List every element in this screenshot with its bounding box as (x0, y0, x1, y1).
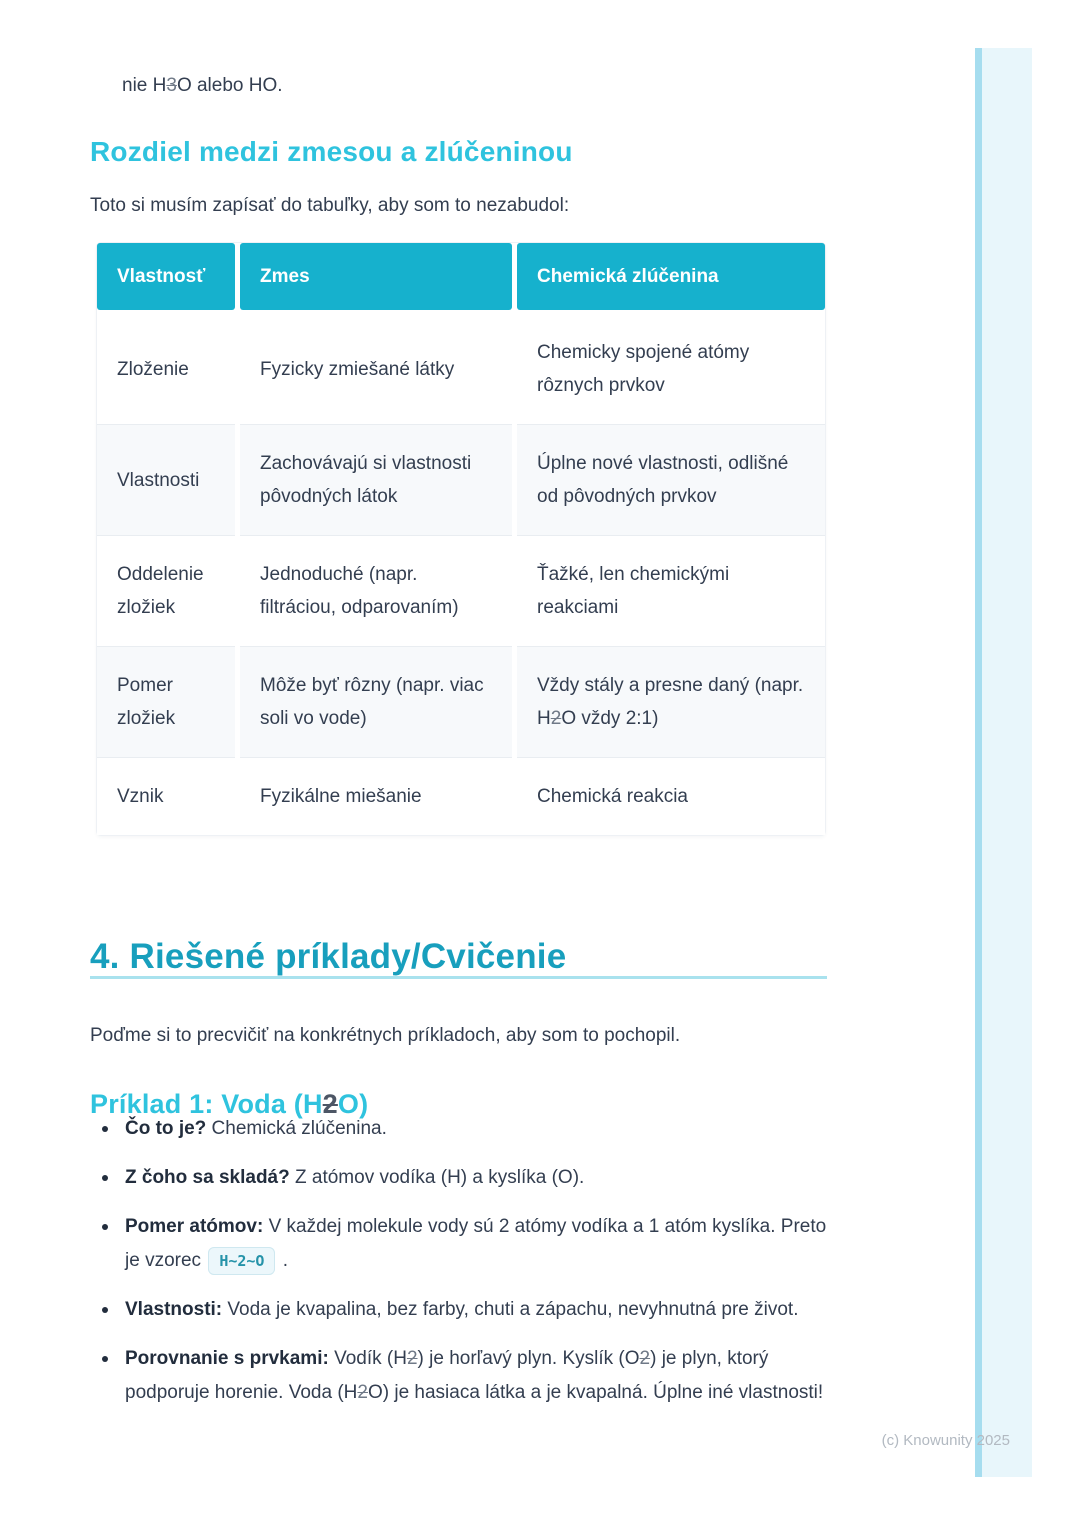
text-segment: nie H (122, 75, 167, 96)
list-item (90, 1342, 835, 1410)
text-segment: Pomer atómov: (125, 1216, 264, 1237)
text-segment: Chemická reakcia (537, 786, 688, 807)
text-segment: . (277, 1250, 289, 1271)
text-segment: O alebo HO. (176, 75, 283, 96)
section-heading-mixture-vs-compound: Rozdiel medzi zmesou a zlúčeninou (90, 136, 573, 168)
page-side-stripe (975, 48, 1032, 1477)
list-item (90, 1293, 835, 1327)
table-cell (97, 646, 235, 757)
copyright-text: (c) Knowunity 2025 (881, 1432, 1010, 1449)
text-segment: Z čoho sa skladá? (125, 1167, 290, 1188)
text-segment: Vždy stály a presne daný (napr. H (537, 675, 804, 729)
text-segment: O) (337, 1089, 369, 1119)
text-segment: Zloženie (117, 358, 189, 380)
text-segment: Porovnanie s prvkami: (125, 1348, 329, 1369)
section-heading-exercises: 4. Riešené príklady/Cvičenie (90, 937, 567, 977)
text-segment: Z atómov vodíka (H) a kyslíka (O). (289, 1167, 585, 1188)
formula-code-chip: H~2~O (208, 1247, 275, 1275)
table-cell (97, 314, 235, 424)
table-cell (240, 424, 512, 535)
text-segment: 2 (639, 1348, 651, 1369)
text-segment: ) je plyn, ktorý podporuje horenie. Voda (H (125, 1348, 769, 1403)
table-cell (240, 535, 512, 646)
table-header-cell: Vlastnosť (97, 243, 235, 310)
table-cell (240, 314, 512, 424)
comparison-table-body (97, 314, 825, 835)
text-segment: Čo to je? (125, 1118, 207, 1139)
text-segment: Môže byť rôzny (napr. viac soli vo vode) (260, 675, 484, 729)
text-segment: 2 (357, 1382, 368, 1403)
text-segment: Ťažké, len chemickými reakciami (537, 564, 730, 618)
list-item (90, 1161, 835, 1195)
comparison-table-header (97, 243, 825, 310)
text-segment: Úplne nové vlastnosti, odlišné od pôvodných prvkov (537, 453, 789, 507)
list-item (90, 1210, 835, 1278)
table-cell (240, 646, 512, 757)
text-segment: 2 (322, 1089, 338, 1119)
table-header-cell: Zmes (240, 243, 512, 310)
section-underline (90, 976, 827, 979)
text-segment: Oddelenie zložiek (117, 564, 204, 618)
table-cell (97, 757, 235, 835)
table-cell (517, 646, 825, 757)
text-segment: V každej molekule vody sú 2 atómy vodíka a 1 atóm kyslíka. Preto je vzorec (125, 1216, 827, 1271)
text-segment: Fyzikálne miešanie (260, 786, 422, 807)
text-segment: Chemicky spojené atómy rôznych prvkov (537, 342, 750, 396)
text-segment: ) je horľavý plyn. Kyslík (O (417, 1348, 640, 1369)
text-segment: 3 (166, 75, 177, 96)
table-intro-text: Toto si musím zapísať do tabuľky, aby som to nezabudol: (90, 195, 570, 216)
text-segment: Príklad 1: Voda (H (90, 1089, 323, 1119)
text-segment: Fyzicky zmiešané látky (260, 358, 455, 380)
text-segment: 2 (550, 708, 562, 729)
text-segment: Voda je kvapalina, bez farby, chuti a zápachu, nevyhnutná pre život. (222, 1299, 799, 1320)
table-header-cell: Chemická zlúčenina (517, 243, 825, 310)
exercises-intro-text: Poďme si to precvičiť na konkrétnych príkladoch, aby som to pochopil. (90, 1025, 681, 1046)
text-segment: O vždy 2:1) (561, 708, 659, 729)
list-item (90, 1112, 835, 1146)
text-segment: O) je hasiaca látka a je kvapalná. Úplne iné vlastnosti! (367, 1382, 824, 1403)
continuation-text (122, 71, 822, 101)
table-cell (97, 424, 235, 535)
table-cell (517, 757, 825, 835)
text-segment: Pomer zložiek (117, 675, 176, 729)
comparison-table (97, 243, 825, 835)
table-cell (97, 535, 235, 646)
table-cell (517, 314, 825, 424)
table-cell (517, 424, 825, 535)
text-segment: Vodík (H (328, 1348, 407, 1369)
text-segment: Jednoduché (napr. filtráciou, odparovaním) (260, 564, 459, 618)
text-segment: Zachovávajú si vlastnosti pôvodných látok (260, 453, 472, 507)
text-segment: Vlastnosti: (125, 1299, 223, 1320)
table-cell (240, 757, 512, 835)
text-segment: 2 (406, 1348, 418, 1369)
text-segment: Vznik (117, 786, 164, 807)
example-bullet-list (90, 1112, 835, 1425)
text-segment: Chemická zlúčenina. (206, 1118, 387, 1139)
text-segment: Vlastnosti (117, 469, 200, 491)
table-cell (517, 535, 825, 646)
